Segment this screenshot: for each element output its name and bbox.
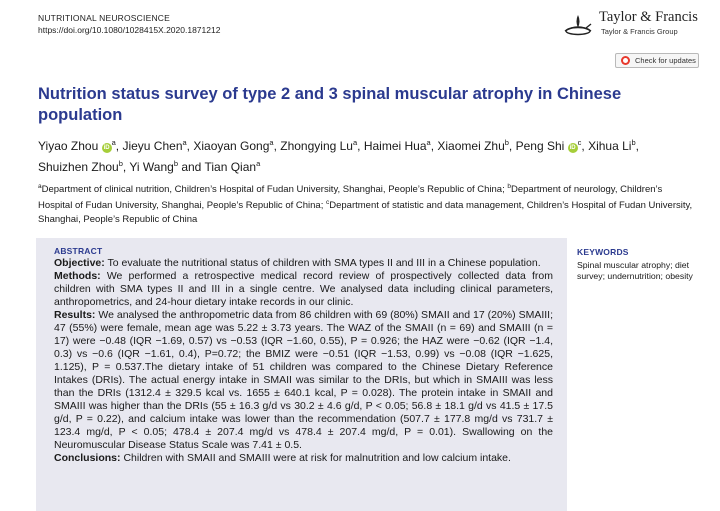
objective-text: To evaluate the nutritional status of children with SMA types II and III in a Chinese population. xyxy=(107,257,541,269)
author-affiliation-marker: a xyxy=(352,138,358,147)
affiliation-marker: a xyxy=(38,183,42,190)
author-affiliation-marker: a xyxy=(182,138,187,147)
publisher-group: Taylor & Francis Group xyxy=(601,27,678,36)
author-name[interactable]: Peng Shi xyxy=(515,139,565,153)
article-title: Nutrition status survey of type 2 and 3 spinal muscular atrophy in Chinese population xyxy=(38,85,622,124)
abstract-conclusions xyxy=(54,452,553,465)
author-affiliation-marker: b xyxy=(118,159,123,168)
author-name[interactable]: Yiyao Zhou xyxy=(38,139,99,153)
affiliations xyxy=(38,180,693,226)
author-affiliation-marker: c xyxy=(577,138,582,147)
orcid-icon[interactable]: iD xyxy=(569,145,576,151)
author-affiliation-marker: b xyxy=(631,138,636,147)
results-label: Results: xyxy=(54,309,96,321)
author-affiliation-marker: a xyxy=(426,138,431,147)
author-affiliation-marker: b xyxy=(504,138,509,147)
check-for-updates-button[interactable] xyxy=(615,53,699,68)
affiliation-marker: b xyxy=(507,183,511,190)
author-affiliation-marker: a xyxy=(111,138,116,147)
check-for-updates-label: Check for updates xyxy=(635,56,696,65)
publisher-brand: Taylor & Francis xyxy=(599,9,698,25)
author-name[interactable]: Jieyu Chen xyxy=(122,139,183,153)
methods-label: Methods: xyxy=(54,270,101,282)
journal-header xyxy=(38,12,220,36)
abstract-heading: ABSTRACT xyxy=(54,246,103,256)
author-affiliation-marker: a xyxy=(269,138,274,147)
publisher-lamp-icon xyxy=(562,9,594,37)
affiliation-marker: c xyxy=(325,199,330,207)
author-name[interactable]: Haimei Hua xyxy=(363,139,427,153)
results-text: We analysed the anthropometric data from 86 children with 69 (80%) SMAII and 17 (20%) SMAIII; 47 (55%) were female, mean age was 5.22 ± 3.73 years. The WAZ of the SMAII (n = 69) and SMAIII (n = 17) were −0.48 (IQR −1.69, 0.57) vs −0.53 (IQR −1.60, 0.55), P = 0.926; the HAZ were −0.62 (IQR −1.4, 0.3) vs −0.6 (IQR −1.61, 0.4), P=0.72; the BMIZ were −0.51 (IQR −1.53, 0.99) vs −0.08 (IQR −1.625, 1.125), P = 0.537.The dietary intake of 51 children was compared to the Chinese Dietary Reference Intakes (DRIs). The actual energy intake in SMAII was similar to the DRIs, but which in SMAIII was less than the DRIs (1312.4 ± 329.5 kcal vs. 1655 ± 640.1 kcal, P = 0.028). The protein intake in SMAII and SMAIII was higher than the DRIs (55 ± 16.3 g/d vs 30.2 ± 4.6 g/d, P < 0.05; 56.8 ± 18.1 g/d vs 41.5 ± 17.5 g/d, P = 0.22), and calcium intake was lower than the recommendation (507.7 ± 177.8 mg/d vs 731.7 ± 123.4 mg/d, P < 0.05; 478.4 ± 207.4 mg/d vs 478.4 ± 207.4 mg/d, P = 0.01). Swallowing on the Neuromuscular Disease Status Scale was 7.41 ± 0.5. xyxy=(54,309,553,451)
orcid-icon[interactable]: iD xyxy=(103,145,110,151)
author-name[interactable]: Shuizhen Zhou xyxy=(38,160,119,174)
keywords-text: Spinal muscular atrophy; diet survey; undernutrition; obesity xyxy=(577,259,693,282)
conclusions-text: Children with SMAII and SMAIII were at risk for malnutrition and low calcium intake. xyxy=(123,452,511,464)
keywords-heading: KEYWORDS xyxy=(577,247,629,257)
author-affiliation-marker: a xyxy=(256,159,261,168)
publisher-logo[interactable] xyxy=(562,7,712,41)
author-name[interactable]: Xiaomei Zhu xyxy=(437,139,505,153)
conclusions-label: Conclusions: xyxy=(54,452,121,464)
abstract-objective xyxy=(54,257,553,270)
affiliation-text: Department of neurology, Children’s Hospital of Fudan University, Shanghai, People’s Republic of China; xyxy=(38,184,663,212)
affiliation-text: Department of statistic and data management, Children’s Hospital of Fudan University, Shanghai, People’s Republic of China xyxy=(38,200,693,225)
author-name[interactable]: Xihua Li xyxy=(588,139,632,153)
author-name[interactable]: Yi Wang xyxy=(129,160,174,174)
author-name[interactable]: Xiaoyan Gong xyxy=(193,139,270,153)
abstract-results xyxy=(54,309,553,452)
doi-link[interactable]: https://doi.org/10.1080/1028415X.2020.1871212 xyxy=(38,25,221,35)
methods-text: We performed a retrospective medical record review of prospectively collected data from children with SMA types II and III in a single centre. We analysed data including clinical parameters, anthropometrics, and 24-hour dietary intake records in our clinic. xyxy=(54,270,553,308)
author-list: Yiyao Zhou $iD^a$, Jieyu Chen$^a$, Xiaoyan Gong$^a$, Zhongying Lu$^a$, Haimei Hua$^a$, Xiaomei Zhu$^b$, Peng Shi $iD^c$, Xihua Li$^b$, Shuizhen Zhou$^b$, Yi Wang$^b$ and Tian Qian$^a$ xyxy=(38,138,639,174)
affiliation-text: Department of clinical nutrition, Children’s Hospital of Fudan University, Shanghai, People’s Republic of China; xyxy=(41,184,505,196)
objective-label: Objective: xyxy=(54,257,105,269)
journal-name: NUTRITIONAL NEUROSCIENCE xyxy=(38,13,170,23)
keywords-panel xyxy=(577,247,705,283)
crossmark-icon xyxy=(621,56,630,65)
author-affiliation-marker: b xyxy=(173,159,178,168)
author-and: and xyxy=(178,160,205,174)
author-name[interactable]: Zhongying Lu xyxy=(280,139,353,153)
author-name[interactable]: Tian Qian xyxy=(204,160,257,174)
abstract-methods xyxy=(54,270,553,309)
abstract-box xyxy=(36,238,567,511)
